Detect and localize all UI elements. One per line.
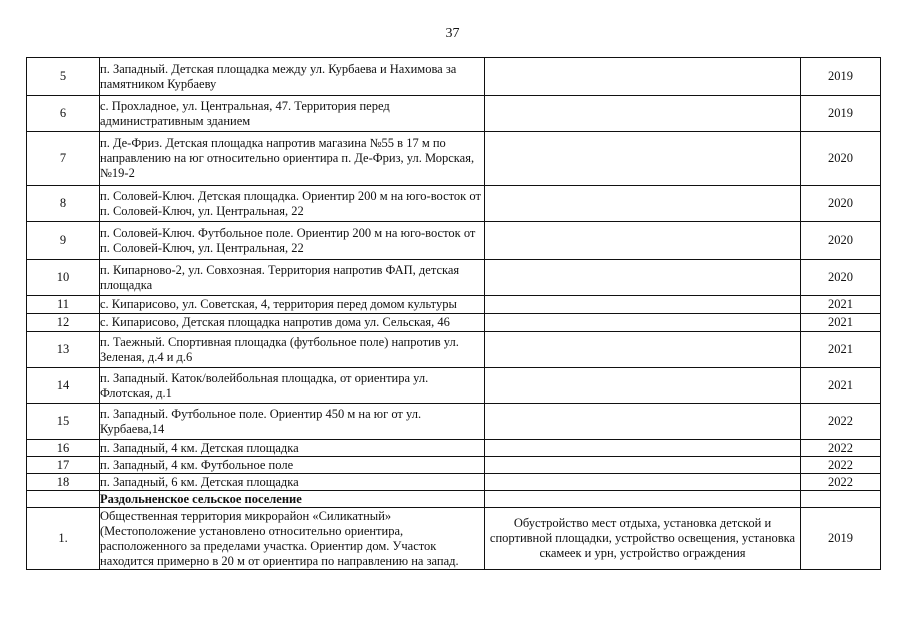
row-works xyxy=(485,474,801,491)
row-works xyxy=(485,404,801,440)
row-works xyxy=(485,314,801,332)
table-row xyxy=(27,222,881,260)
row-location: п. Западный. Каток/волейбольная площадка, от ориентира ул. Флотская, д.1 xyxy=(100,368,485,404)
row-year: 2022 xyxy=(801,440,881,457)
table-row xyxy=(27,132,881,186)
row-number: 8 xyxy=(27,186,100,222)
page-number: 37 xyxy=(445,26,460,41)
row-number: 11 xyxy=(27,296,100,314)
table-row xyxy=(27,404,881,440)
improvement-schedule-table xyxy=(26,57,881,570)
table-row xyxy=(27,368,881,404)
section-num-cell xyxy=(27,491,100,508)
row-works xyxy=(485,96,801,132)
row-location: п. Западный, 4 км. Футбольное поле xyxy=(100,457,485,474)
table-row xyxy=(27,296,881,314)
table-row xyxy=(27,314,881,332)
row-year: 2020 xyxy=(801,222,881,260)
row-number: 13 xyxy=(27,332,100,368)
row-works xyxy=(485,132,801,186)
row-works xyxy=(485,58,801,96)
row-number: 16 xyxy=(27,440,100,457)
table-row xyxy=(27,440,881,457)
row-location: п. Соловей-Ключ. Футбольное поле. Ориентир 200 м на юго-восток от п. Соловей-Ключ, ул. Центральная, 22 xyxy=(100,222,485,260)
row-location: п. Таежный. Спортивная площадка (футбольное поле) напротив ул. Зеленая, д.4 и д.6 xyxy=(100,332,485,368)
row-location: п. Западный. Футбольное поле. Ориентир 450 м на юг от ул. Курбаева,14 xyxy=(100,404,485,440)
row-year: 2021 xyxy=(801,332,881,368)
row-location: с. Кипарисово, ул. Советская, 4, территория перед домом культуры xyxy=(100,296,485,314)
row-location: п. Западный, 6 км. Детская площадка xyxy=(100,474,485,491)
row-number: 14 xyxy=(27,368,100,404)
row-number: 18 xyxy=(27,474,100,491)
row-works xyxy=(485,368,801,404)
row-location: Общественная территория микрорайон «Силикатный» (Местоположение установлено относительно ориентира, расположенного за пределами участка. Ориентир дом. Участок находится примерно в 20 м от ориентира по направлению на запад. xyxy=(100,508,485,570)
table-row xyxy=(27,332,881,368)
row-works xyxy=(485,296,801,314)
row-location: п. Де-Фриз. Детская площадка напротив магазина №55 в 17 м по направлению на юг относительно ориентира п. Де-Фриз, ул. Морская, №19-2 xyxy=(100,132,485,186)
row-number: 7 xyxy=(27,132,100,186)
row-number: 15 xyxy=(27,404,100,440)
row-year: 2021 xyxy=(801,296,881,314)
table-row xyxy=(27,260,881,296)
row-works xyxy=(485,332,801,368)
row-year: 2022 xyxy=(801,457,881,474)
row-location: п. Западный, 4 км. Детская площадка xyxy=(100,440,485,457)
row-year: 2019 xyxy=(801,58,881,96)
row-year: 2022 xyxy=(801,404,881,440)
row-number: 12 xyxy=(27,314,100,332)
row-location: п. Кипарново-2, ул. Совхозная. Территория напротив ФАП, детская площадка xyxy=(100,260,485,296)
row-year: 2019 xyxy=(801,508,881,570)
row-year: 2020 xyxy=(801,132,881,186)
row-year: 2021 xyxy=(801,368,881,404)
row-number: 5 xyxy=(27,58,100,96)
table-row xyxy=(27,58,881,96)
section-work-cell xyxy=(485,491,801,508)
section-row xyxy=(27,491,881,508)
table-row xyxy=(27,508,881,570)
table-row xyxy=(27,457,881,474)
row-year: 2021 xyxy=(801,314,881,332)
row-number: 6 xyxy=(27,96,100,132)
row-year: 2019 xyxy=(801,96,881,132)
section-title: Раздольненское сельское поселение xyxy=(100,491,485,508)
row-works xyxy=(485,222,801,260)
row-number: 9 xyxy=(27,222,100,260)
section-year-cell xyxy=(801,491,881,508)
table-row xyxy=(27,96,881,132)
row-works xyxy=(485,457,801,474)
row-location: п. Западный. Детская площадка между ул. Курбаева и Нахимова за памятником Курбаеву xyxy=(100,58,485,96)
row-works xyxy=(485,186,801,222)
row-year: 2020 xyxy=(801,186,881,222)
row-number: 10 xyxy=(27,260,100,296)
table-row xyxy=(27,474,881,491)
row-number: 1. xyxy=(27,508,100,570)
row-location: с. Прохладное, ул. Центральная, 47. Территория перед административным зданием xyxy=(100,96,485,132)
table-row xyxy=(27,186,881,222)
row-works: Обустройство мест отдыха, установка детской и спортивной площадки, устройство освещения, установка скамеек и урн, устройство ограждения xyxy=(485,508,801,570)
row-location: с. Кипарисово, Детская площадка напротив дома ул. Сельская, 46 xyxy=(100,314,485,332)
row-number: 17 xyxy=(27,457,100,474)
row-works xyxy=(485,260,801,296)
row-works xyxy=(485,440,801,457)
row-location: п. Соловей-Ключ. Детская площадка. Ориентир 200 м на юго-восток от п. Соловей-Ключ, ул. Центральная, 22 xyxy=(100,186,485,222)
row-year: 2022 xyxy=(801,474,881,491)
row-year: 2020 xyxy=(801,260,881,296)
